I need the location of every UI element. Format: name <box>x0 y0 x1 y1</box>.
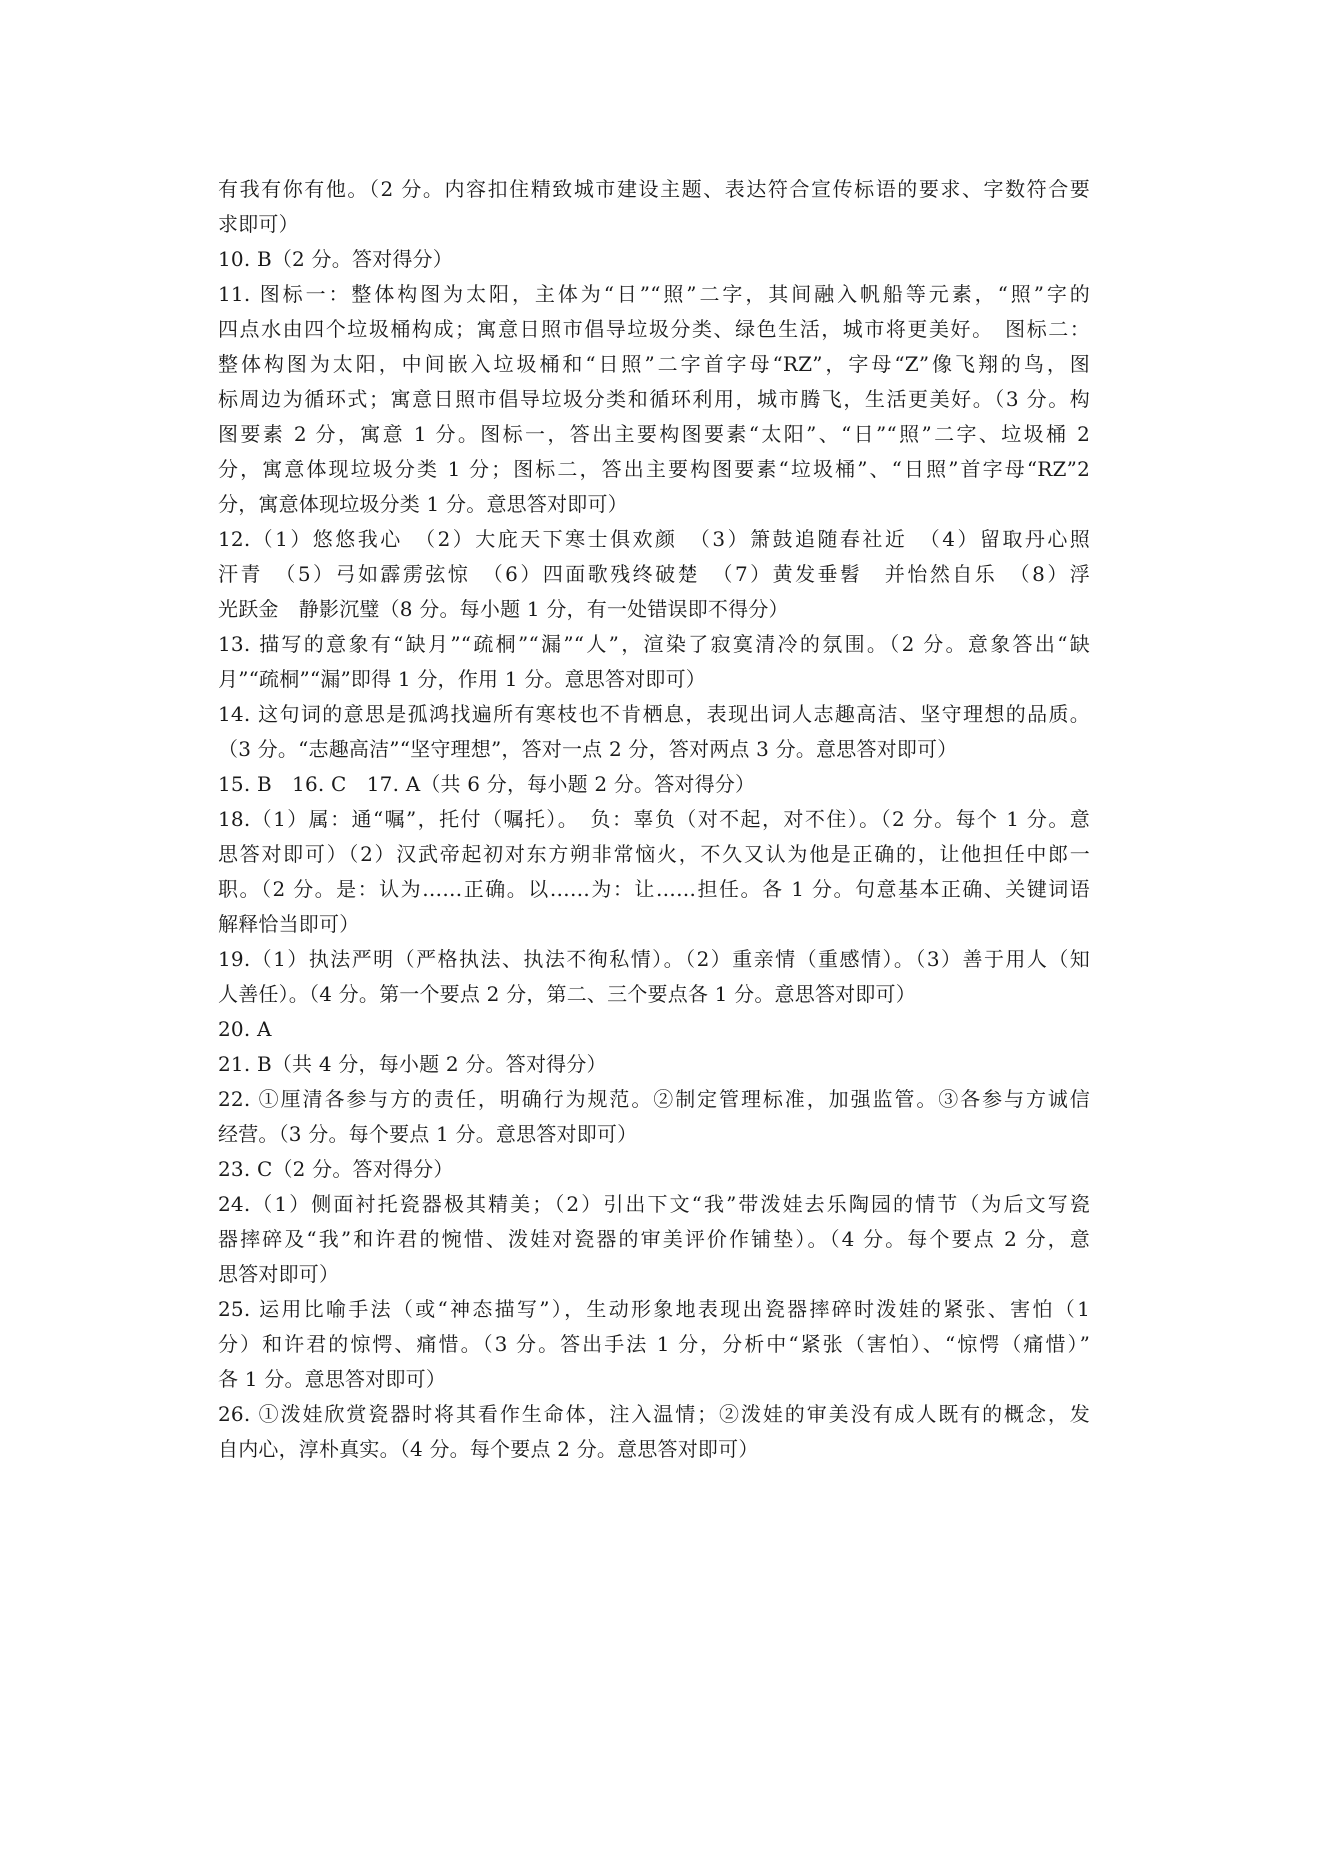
text-line: 思答对即可） <box>218 1262 340 1286</box>
text-line: 解释恰当即可） <box>218 912 360 936</box>
text-line: 11. 图标一：整体构图为太阳，主体为“日”“照”二字，其间融入帆船等元素，“照”字的 <box>218 282 1090 306</box>
text-line: 光跃金 静影沉璧（8 分。每小题 1 分，有一处错误即不得分） <box>218 597 789 621</box>
text-line: 19.（1）执法严明（严格执法、执法不徇私情）。（2）重亲情（重感情）。（3）善于用人（知 <box>218 947 1090 971</box>
text-line: 分，寓意体现垃圾分类 1 分。意思答对即可） <box>218 492 628 516</box>
text-line: 12.（1）悠悠我心 （2）大庇天下寒士俱欢颜 （3）箫鼓追随春社近 （4）留取丹心照 <box>218 527 1090 551</box>
text-line: 15. B 16. C 17. A（共 6 分，每小题 2 分。答对得分） <box>218 772 756 796</box>
text-line: 四点水由四个垃圾桶构成；寓意日照市倡导垃圾分类、绿色生活，城市将更美好。 图标二： <box>218 317 1090 341</box>
text-line: 分，寓意体现垃圾分类 1 分；图标二，答出主要构图要素“垃圾桶”、“日照”首字母“RZ”2 <box>218 457 1090 481</box>
text-line: （3 分。“志趣高洁”“坚守理想”，答对一点 2 分，答对两点 3 分。意思答对即可） <box>218 737 958 761</box>
text-line: 25. 运用比喻手法（或“神态描写”），生动形象地表现出瓷器摔碎时泼娃的紧张、害怕（1 <box>218 1297 1090 1321</box>
text-line: 有我有你有他。（2 分。内容扣住精致城市建设主题、表达符合宣传标语的要求、字数符合要 <box>218 177 1090 201</box>
text-line: 汗青 （5）弓如霹雳弦惊 （6）四面歌残终破楚 （7）黄发垂髫 并怡然自乐 （8）浮 <box>218 562 1090 586</box>
text-line: 月”“疏桐”“漏”即得 1 分，作用 1 分。意思答对即可） <box>218 667 707 691</box>
text-line: 自内心，淳朴真实。（4 分。每个要点 2 分。意思答对即可） <box>218 1437 759 1461</box>
text-line: 23. C（2 分。答对得分） <box>218 1157 454 1181</box>
text-line: 各 1 分。意思答对即可） <box>218 1367 447 1391</box>
text-line: 人善任）。（4 分。第一个要点 2 分，第二、三个要点各 1 分。意思答对即可） <box>218 982 916 1006</box>
text-line: 求即可） <box>218 212 299 236</box>
text-line: 思答对即可）（2）汉武帝起初对东方朔非常恼火，不久又认为他是正确的，让他担任中郎一 <box>218 842 1090 866</box>
text-line: 13. 描写的意象有“缺月”“疏桐”“漏”“人”，渲染了寂寞清冷的氛围。（2 分。意象答出“缺 <box>218 632 1090 656</box>
text-line: 24.（1）侧面衬托瓷器极其精美；（2）引出下文“我”带泼娃去乐陶园的情节（为后文写瓷 <box>218 1192 1090 1216</box>
text-line: 18.（1）属：通“嘱”，托付（嘱托）。 负：辜负（对不起，对不住）。（2 分。每个 1 分。意 <box>218 807 1090 831</box>
answer-key-text <box>218 172 1090 1467</box>
text-line: 职。（2 分。是：认为……正确。以……为：让……担任。各 1 分。句意基本正确、关键词语 <box>218 877 1090 901</box>
text-line: 10. B（2 分。答对得分） <box>218 247 453 271</box>
text-line: 20. A <box>218 1017 272 1041</box>
text-line: 器摔碎及“我”和许君的惋惜、泼娃对瓷器的审美评价作铺垫）。（4 分。每个要点 2 分，意 <box>218 1227 1090 1251</box>
text-line: 22. ①厘清各参与方的责任，明确行为规范。②制定管理标准，加强监管。③各参与方诚信 <box>218 1087 1090 1111</box>
text-line: 26. ①泼娃欣赏瓷器时将其看作生命体，注入温情；②泼娃的审美没有成人既有的概念，发 <box>218 1402 1090 1426</box>
text-line: 14. 这句词的意思是孤鸿找遍所有寒枝也不肯栖息，表现出词人志趣高洁、坚守理想的品质。 <box>218 702 1090 726</box>
text-line: 整体构图为太阳，中间嵌入垃圾桶和“日照”二字首字母“RZ”，字母“Z”像飞翔的鸟，图 <box>218 352 1090 376</box>
text-line: 经营。（3 分。每个要点 1 分。意思答对即可） <box>218 1122 638 1146</box>
text-line: 21. B（共 4 分，每小题 2 分。答对得分） <box>218 1052 607 1076</box>
text-line: 分）和许君的惊愕、痛惜。（3 分。答出手法 1 分，分析中“紧张（害怕）、“惊愕（痛惜）” <box>218 1332 1090 1356</box>
text-line: 图要素 2 分，寓意 1 分。图标一，答出主要构图要素“太阳”、“日”“照”二字、垃圾桶 2 <box>218 422 1090 446</box>
text-line: 标周边为循环式；寓意日照市倡导垃圾分类和循环利用，城市腾飞，生活更美好。（3 分。构 <box>218 387 1090 411</box>
